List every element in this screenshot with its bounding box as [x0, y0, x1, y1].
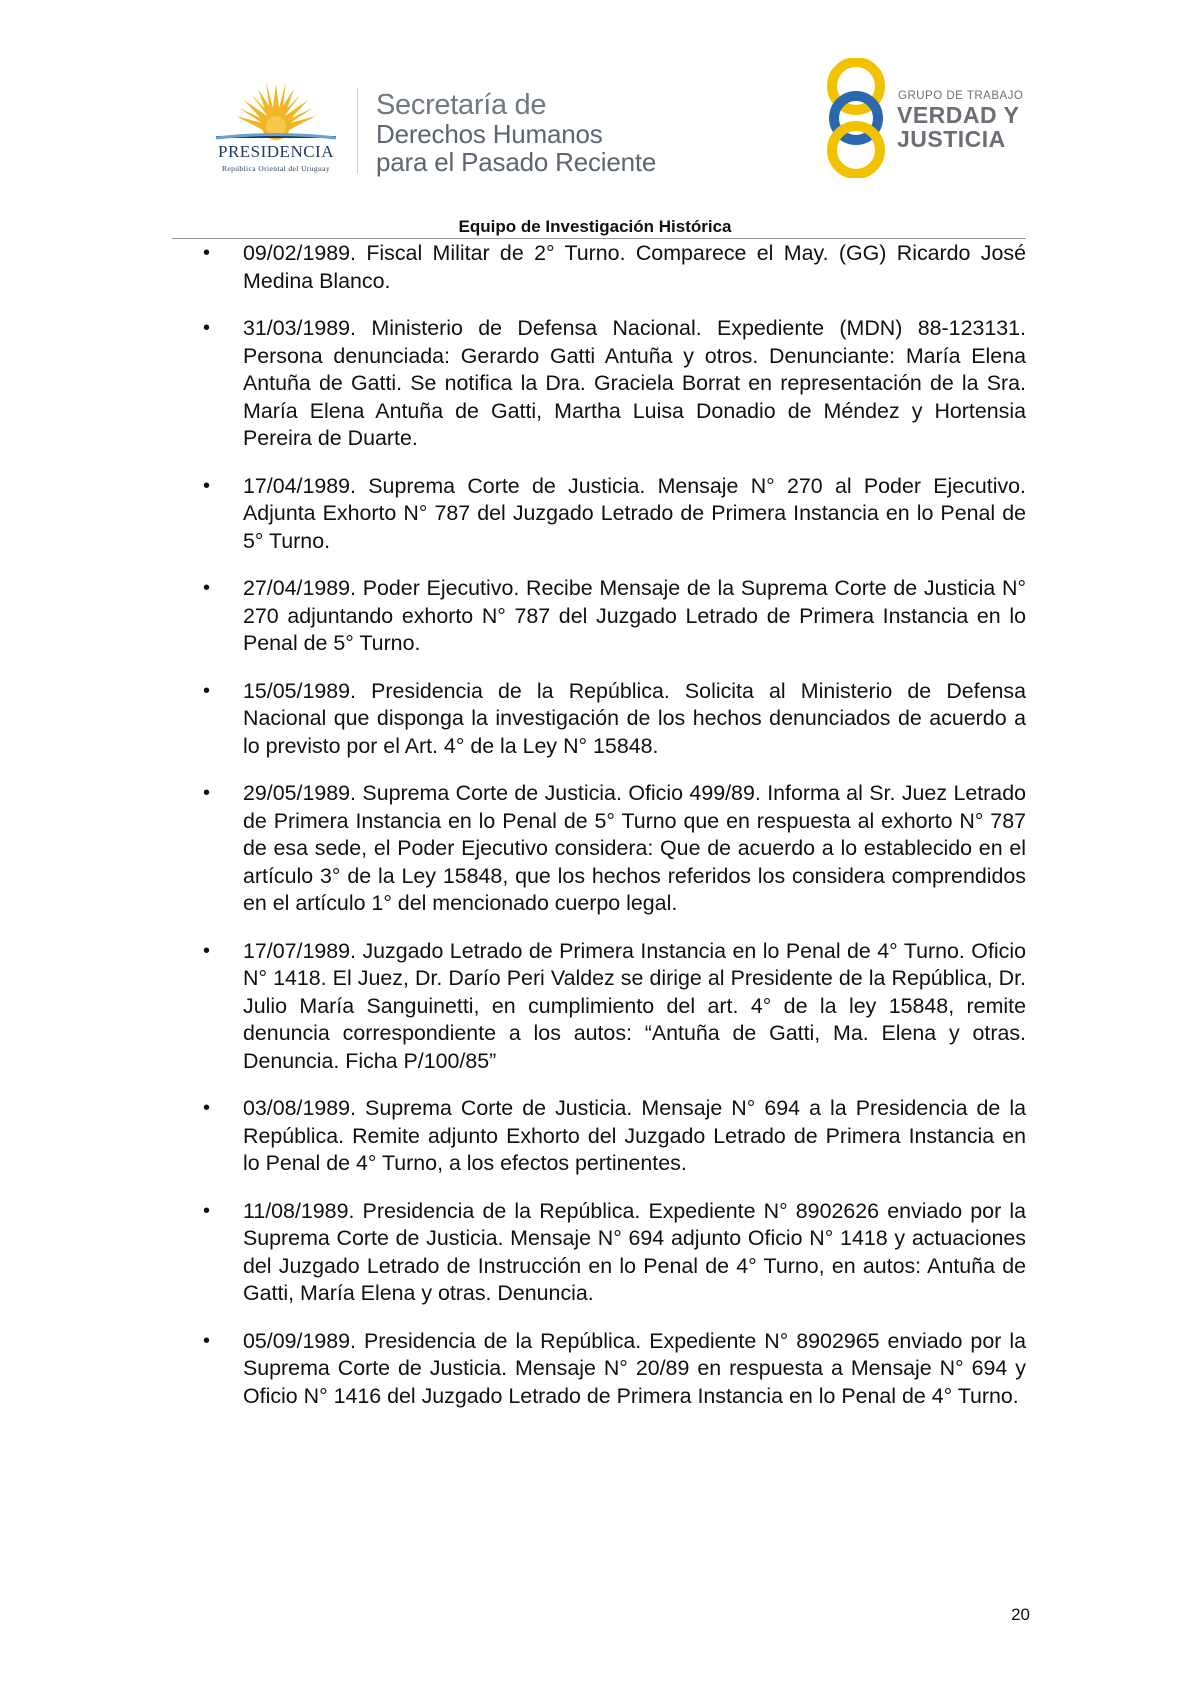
entry-text: 27/04/1989. Poder Ejecutivo. Recibe Mensaje de la Suprema Corte de Justicia N° 270 adjuntando exhorto N° 787 del Juzgado Letrado de Primera Instancia en lo Penal de 5° Turno. — [243, 576, 1026, 655]
bullet: • — [203, 1329, 211, 1352]
list-item — [203, 1198, 1026, 1308]
secretaria-line-2: Derechos Humanos — [376, 119, 603, 149]
bullet: • — [203, 1097, 211, 1119]
presidencia-name: PRESIDENCIA — [217, 142, 334, 161]
vj-subtitle: GRUPO DE TRABAJO — [898, 90, 1024, 102]
bullet: • — [203, 242, 211, 264]
entry-text: 17/04/1989. Suprema Corte de Justicia. Mensaje N° 270 al Poder Ejecutivo. Adjunta Exhorto N° 787 del Juzgado Letrado de Primera Instancia en lo Penal de 5° Turno. — [243, 473, 1026, 553]
entry-text: 09/02/1989. Fiscal Militar de 2° Turno. Comparece el May. (GG) Ricardo José Medina Blanco. — [243, 241, 1026, 293]
entry-text: 17/07/1989. Juzgado Letrado de Primera Instancia en lo Penal de 4° Turno. Oficio N° 1418. El Juez, Dr. Darío Peri Valdez se dirige al Presidente de la República, Dr. Julio María Sanguinetti, en cumplimiento del art. 4° de la ley 15848, remite denuncia correspondiente a los autos: “Antuña de Gatti, Ma. Elena y otras. Denuncia. Ficha P/100/85” — [243, 938, 1026, 1073]
chronology-list — [203, 240, 1026, 1430]
presidencia-logo — [196, 78, 356, 178]
secretaria-line-3: para el Pasado Reciente — [376, 147, 657, 177]
bullet: • — [203, 577, 211, 599]
list-item — [203, 1328, 1026, 1411]
vj-title-line-1: VERDAD Y — [897, 102, 1020, 128]
secretaria-line-1: Secretaría de — [376, 89, 547, 121]
list-item — [203, 575, 1026, 658]
secretaria-logo-text — [376, 90, 716, 176]
entry-text: 11/08/1989. Presidencia de la República. Expediente N° 8902626 enviado por la Suprema Corte de Justicia. Mensaje N° 694 adjunto Oficio N° 1418 y actuaciones del Juzgado Letrado de Instrucción en lo Penal de 4° Turno, en autos: Antuña de Gatti, María Elena y otras. Denuncia. — [243, 1198, 1026, 1305]
entry-text: 31/03/1989. Ministerio de Defensa Nacional. Expediente (MDN) 88-123131. Persona denunciada: Gerardo Gatti Antuña y otros. Denunciante: María Elena Antuña de Gatti. Se notifica la Dra. Graciela Borrat en representación de la Sra. María Elena Antuña de Gatti, Martha Luisa Donadio de Méndez y Hortensia Pereira de Duarte. — [243, 316, 1026, 450]
sun-emblem-icon — [196, 78, 356, 144]
entry-text: 29/05/1989. Suprema Corte de Justicia. Oficio 499/89. Informa al Sr. Juez Letrado de Primera Instancia en lo Penal de 5° Turno que en respuesta al exhorto N° 787 de esa sede, el Poder Ejecutivo considera: Que de acuerdo a lo establecido en el artículo 3° de la Ley 15848, que los hechos referidos los considera comprendidos en el artículo 1° del mencionado cuerpo legal. — [243, 781, 1026, 915]
bullet: • — [203, 474, 211, 497]
vj-title-line-2: JUSTICIA — [897, 126, 1006, 152]
entry-text: 03/08/1989. Suprema Corte de Justicia. Mensaje N° 694 a la Presidencia de la República. Remite adjunto Exhorto del Juzgado Letrado de Primera Instancia en lo Penal de 4° Turno, a los efectos pertinentes. — [243, 1096, 1026, 1175]
logo-divider — [357, 88, 358, 174]
entry-text: 15/05/1989. Presidencia de la República. Solicita al Ministerio de Defensa Nacional que disponga la investigación de los hechos denunciados de acuerdo a lo previsto por el Art. 4° de la Ley N° 15848. — [243, 678, 1026, 758]
bullet: • — [203, 939, 211, 962]
entry-text: 05/09/1989. Presidencia de la República. Expediente N° 8902965 enviado por la Suprema Corte de Justicia. Mensaje N° 20/89 en respuesta a Mensaje N° 694 y Oficio N° 1416 del Juzgado Letrado de Primera Instancia en lo Penal de 4° Turno. — [243, 1328, 1026, 1408]
list-item — [203, 240, 1026, 295]
list-item — [203, 1095, 1026, 1178]
verdad-justicia-logo — [822, 58, 1032, 178]
presidencia-subtitle: República Oriental del Uruguay — [221, 164, 330, 173]
linked-rings-icon — [822, 58, 892, 178]
list-item — [203, 678, 1026, 761]
bullet: • — [203, 782, 211, 804]
list-item — [203, 938, 1026, 1076]
list-item — [203, 315, 1026, 453]
list-item — [203, 780, 1026, 918]
bullet: • — [203, 317, 211, 339]
header-divider — [172, 238, 1026, 239]
list-item — [203, 473, 1026, 556]
bullet: • — [203, 679, 211, 702]
page-header — [0, 0, 1190, 240]
team-title: Equipo de Investigación Histórica — [458, 217, 732, 236]
page-number: 20 — [1011, 1605, 1030, 1624]
bullet: • — [203, 1199, 211, 1222]
